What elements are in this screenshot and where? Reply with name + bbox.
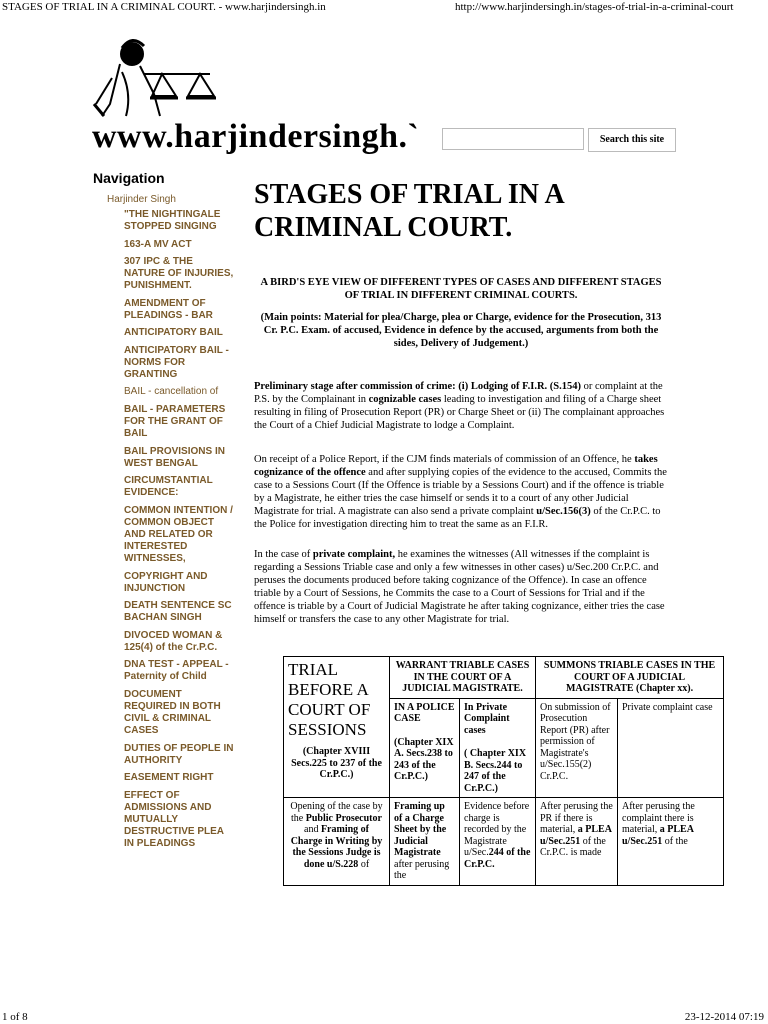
print-footer: [0, 1010, 768, 1024]
print-header: [0, 0, 768, 14]
print-page-title: STAGES OF TRIAL IN A CRIMINAL COURT. - www.harjindersingh.in: [2, 1, 326, 13]
cell-bold: a PLEA u/Sec.251: [540, 824, 612, 847]
paragraph-private-complaint: [254, 548, 670, 626]
table-sessions-chapter: (Chapter XVIII Secs.225 to 237 of the Cr.P.C.): [291, 746, 382, 780]
site-title[interactable]: www.harjindersingh.`: [92, 118, 420, 155]
cell-text: Opening of the case by the: [290, 801, 383, 824]
table-cell-police-stage: [390, 798, 460, 886]
search-input[interactable]: [442, 128, 584, 150]
cell-text: of the Cr.P.C. is made: [540, 835, 606, 858]
table-cell-summons-pr: On submission of Prosecution Report (PR) after permission of Magistrate's u/Sec.155(2) Cr.P.C.: [536, 698, 618, 798]
table-cell-police-case: [390, 698, 460, 798]
para-bold: Preliminary stage after commission of crime: (i) Lodging of F.I.R. (S.154): [254, 381, 582, 392]
page-counter: 1 of 8: [2, 1011, 28, 1023]
nav-title: Navigation: [93, 170, 165, 186]
cell-text: After perusing the PR if there is material,: [540, 801, 613, 835]
nav-item[interactable]: DEATH SENTENCE SC BACHAN SINGH: [124, 600, 232, 624]
para-text: and after supplying copies of the evidence to the accused, Commits the case to a Sessions Court (If the Offence is triable by a Sessions Court) and if the offence is triable by a Magistrate, he either tries the case himself or sends it to a court of any other Judicial Magistrate for trial. A magistrate can also send a private complaint: [254, 467, 667, 517]
trial-table-container: [283, 656, 716, 976]
nav-item[interactable]: ANTICIPATORY BAIL: [124, 327, 223, 339]
para-bold: private complaint,: [312, 549, 396, 560]
main-points: (Main points: Material for plea/Charge, plea or Charge, evidence for the Prosecution, 313 Cr. P.C. Exam. of accused, Evidence in defence by the accused, arguments from both the sides, Delivery of Judgement.): [260, 312, 662, 349]
para-text: or complaint at the P.S. by the Complainant in: [254, 381, 663, 405]
table-cell-summons-private: Private complaint case: [618, 698, 724, 798]
para-bold: cognizable cases: [368, 394, 442, 405]
nav-item[interactable]: CIRCUMSTANTIAL EVIDENCE:: [124, 475, 213, 499]
cell-bold: a PLEA u/Sec.251: [622, 824, 694, 847]
lady-justice-scales-logo-icon[interactable]: [92, 34, 242, 118]
nav-list: [124, 209, 234, 856]
nav-item[interactable]: DOCUMENT REQUIRED IN BOTH CIVIL & CRIMINAL CASES: [124, 688, 221, 737]
table-police-case-label: IN A POLICE CASE: [394, 701, 455, 724]
para-text: leading to investigation and filing of a Charge sheet resulting in filing of Prosecution Report (PR) or Charge Sheet or (ii) The complainant approaches the Court of a Chief Judicial Magistrate to lodge a Complaint.: [254, 394, 665, 431]
intro-heading: A BIRD'S EYE VIEW OF DIFFERENT TYPES OF CASES AND DIFFERENT STAGES OF TRIAL IN DIFFERENT CRIMINAL COURTS.: [260, 277, 662, 301]
table-private-case-chapter: ( Chapter XIX B. Secs.244 to 247 of the Cr.P.C.): [464, 748, 527, 794]
print-url: http://www.harjindersingh.in/stages-of-trial-in-a-criminal-court: [455, 1, 734, 13]
para-bold: u/Sec.156(3): [536, 506, 591, 517]
table-police-case-chapter: (Chapter XIX A. Secs.238 to 243 of the Cr.P.C.): [394, 736, 454, 782]
cell-bold: 244 of the Cr.P.C.: [464, 847, 531, 870]
nav-item[interactable]: COMMON INTENTION / COMMON OBJECT AND RELATED OR INTERESTED WITNESSES,: [124, 504, 233, 565]
table-sessions-title: TRIAL BEFORE A COURT OF SESSIONS: [288, 660, 371, 739]
nav-item[interactable]: ANTICIPATORY BAIL - NORMS FOR GRANTING: [124, 344, 229, 380]
cell-text: of: [358, 858, 370, 870]
search-button[interactable]: Search this site: [588, 128, 676, 152]
cell-text: after perusing the: [394, 858, 450, 881]
paragraph-preliminary: [254, 380, 670, 432]
para-text: On receipt of a Police Report, if the CJM finds materials of commission of an Offence, he: [254, 454, 635, 465]
table-cell-summons-pr-stage: [536, 798, 618, 886]
cell-bold: Public Prosecutor: [305, 812, 382, 824]
cell-text: After perusing the complaint there is material,: [622, 801, 695, 835]
para-text: he examines the witnesses (All witnesses if the complaint is regarding a Sessions Triable case and only a few witnesses in other cases) u/Sec.200 Cr.P.C. and peruses the documents produced before taking cognizance of the Offence). In case an offence triable by a Court of Sessions, he Commits the case to a Court of Sessions for Trial and if the offence is triable by a Court of Judicial Magistrate he after taking cognizance, either tries the case himself or transfers the case to any other Magistrate for trial.: [254, 549, 665, 625]
table-cell-sessions-stage: [284, 798, 390, 886]
cell-text: Evidence before charge is recorded by the Magistrate u/Sec.: [464, 801, 530, 858]
cell-bold: Framing up of a Charge Sheet by the Judicial Magistrate: [394, 801, 447, 858]
nav-item[interactable]: 307 IPC & THE NATURE OF INJURIES, PUNISHMENT.: [124, 256, 234, 292]
cell-text: of the: [662, 835, 688, 847]
nav-item[interactable]: BAIL PROVISIONS IN WEST BENGAL: [124, 445, 225, 469]
para-text: In the case of: [254, 549, 313, 560]
nav-item[interactable]: BAIL - PARAMETERS FOR THE GRANT OF BAIL: [124, 403, 226, 440]
table-cell-private-case: [460, 698, 536, 798]
print-timestamp: 23-12-2014 07:19: [684, 1011, 764, 1023]
nav-home-link[interactable]: Harjinder Singh: [107, 194, 176, 205]
cell-bold: Framing of Charge in Writing by the Sessions Judge is done u/S.228: [290, 824, 383, 870]
nav-item[interactable]: DNA TEST - APPEAL - Paternity of Child: [124, 659, 229, 683]
table-private-case-label: In Private Complaint cases: [464, 701, 510, 736]
paragraph-police-report: [254, 453, 670, 531]
cell-text: and: [304, 824, 321, 835]
table-warrant-header: WARRANT TRIABLE CASES IN THE COURT OF A JUDICIAL MAGISTRATE.: [390, 657, 536, 699]
table-cell-private-stage: [460, 798, 536, 886]
page-title: STAGES OF TRIAL IN A CRIMINAL COURT.: [254, 179, 564, 243]
nav-item[interactable]: "THE NIGHTINGALE STOPPED SINGING: [124, 209, 221, 233]
trial-stages-table: [283, 656, 724, 886]
nav-item[interactable]: DIVOCED WOMAN & 125(4) of the Cr.P.C.: [124, 629, 223, 653]
nav-item[interactable]: EFFECT OF ADMISSIONS AND MUTUALLY DESTRUCTIVE PLEA IN PLEADINGS: [124, 789, 224, 850]
table-cell-summons-private-stage: [618, 798, 724, 886]
nav-item[interactable]: EASEMENT RIGHT: [124, 772, 214, 784]
nav-item[interactable]: BAIL - cancellation of: [124, 386, 219, 398]
para-bold: takes cognizance of the offence: [254, 454, 658, 478]
table-cell-sessions: [284, 657, 390, 798]
para-text: of the Cr.P.C. to the Police for investigation directing him to treat the same as an F.I.R.: [254, 506, 661, 530]
nav-item[interactable]: 163-A MV ACT: [124, 238, 192, 250]
nav-item[interactable]: AMENDMENT OF PLEADINGS - BAR: [124, 297, 213, 321]
nav-item[interactable]: COPYRIGHT AND INJUNCTION: [124, 570, 208, 594]
table-summons-header: SUMMONS TRIABLE CASES IN THE COURT OF A JUDICIAL MAGISTRATE (Chapter xx).: [536, 657, 724, 699]
nav-item[interactable]: DUTIES OF PEOPLE IN AUTHORITY: [124, 742, 234, 766]
